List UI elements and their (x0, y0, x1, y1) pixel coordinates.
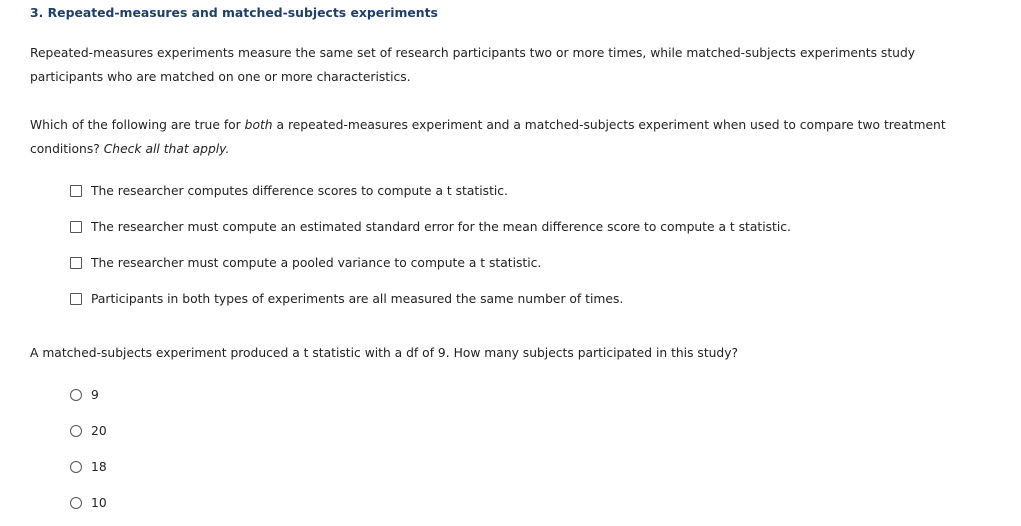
checkbox[interactable] (70, 221, 82, 233)
checkbox-option-1[interactable] (70, 183, 508, 199)
checkbox[interactable] (70, 257, 82, 269)
radio-option-label: 9 (91, 388, 99, 402)
radio-button[interactable] (70, 497, 82, 509)
intro-line-2: participants who are matched on one or more characteristics. (30, 70, 411, 84)
question-1-line-2-text: conditions? (30, 142, 104, 156)
radio-button[interactable] (70, 461, 82, 473)
checkbox-option-3[interactable] (70, 255, 541, 271)
question-1-prefix: Which of the following are true for (30, 118, 245, 132)
section-title: 3. Repeated-measures and matched-subjects experiments (30, 5, 438, 20)
radio-option-1[interactable] (70, 387, 99, 403)
question-1-line-1 (30, 113, 960, 137)
checkbox-option-4[interactable] (70, 291, 623, 307)
radio-option-2[interactable] (70, 423, 107, 439)
checkbox[interactable] (70, 185, 82, 197)
checkbox[interactable] (70, 293, 82, 305)
radio-option-label: 20 (91, 424, 107, 438)
intro-line-1: Repeated-measures experiments measure the same set of research participants two or more times, while matched-subjects experiments study (30, 46, 916, 60)
radio-option-label: 18 (91, 460, 107, 474)
checkbox-option-2[interactable] (70, 219, 791, 235)
radio-button[interactable] (70, 389, 82, 401)
checkbox-option-label: The researcher computes difference scores to compute a t statistic. (91, 184, 508, 198)
checkbox-option-label: The researcher must compute an estimated standard error for the mean difference score to compute a t statistic. (91, 220, 791, 234)
checkbox-option-label: Participants in both types of experiments are all measured the same number of times. (91, 292, 624, 306)
question-1-emphasis: both (244, 118, 273, 132)
radio-option-4[interactable] (70, 495, 107, 511)
radio-button[interactable] (70, 425, 82, 437)
question-2-prompt: A matched-subjects experiment produced a t statistic with a df of 9. How many subjects participated in this study? (30, 346, 739, 360)
radio-option-label: 10 (91, 496, 107, 510)
question-1-prompt (30, 113, 960, 161)
question-1-instruction: Check all that apply. (103, 142, 230, 156)
question-1-suffix: a repeated-measures experiment and a matched-subjects experiment when used to compare two treatment (272, 118, 946, 132)
intro-paragraph (30, 41, 960, 89)
checkbox-option-label: The researcher must compute a pooled variance to compute a t statistic. (91, 256, 542, 270)
radio-option-3[interactable] (70, 459, 107, 475)
question-1-line-2 (30, 137, 960, 161)
